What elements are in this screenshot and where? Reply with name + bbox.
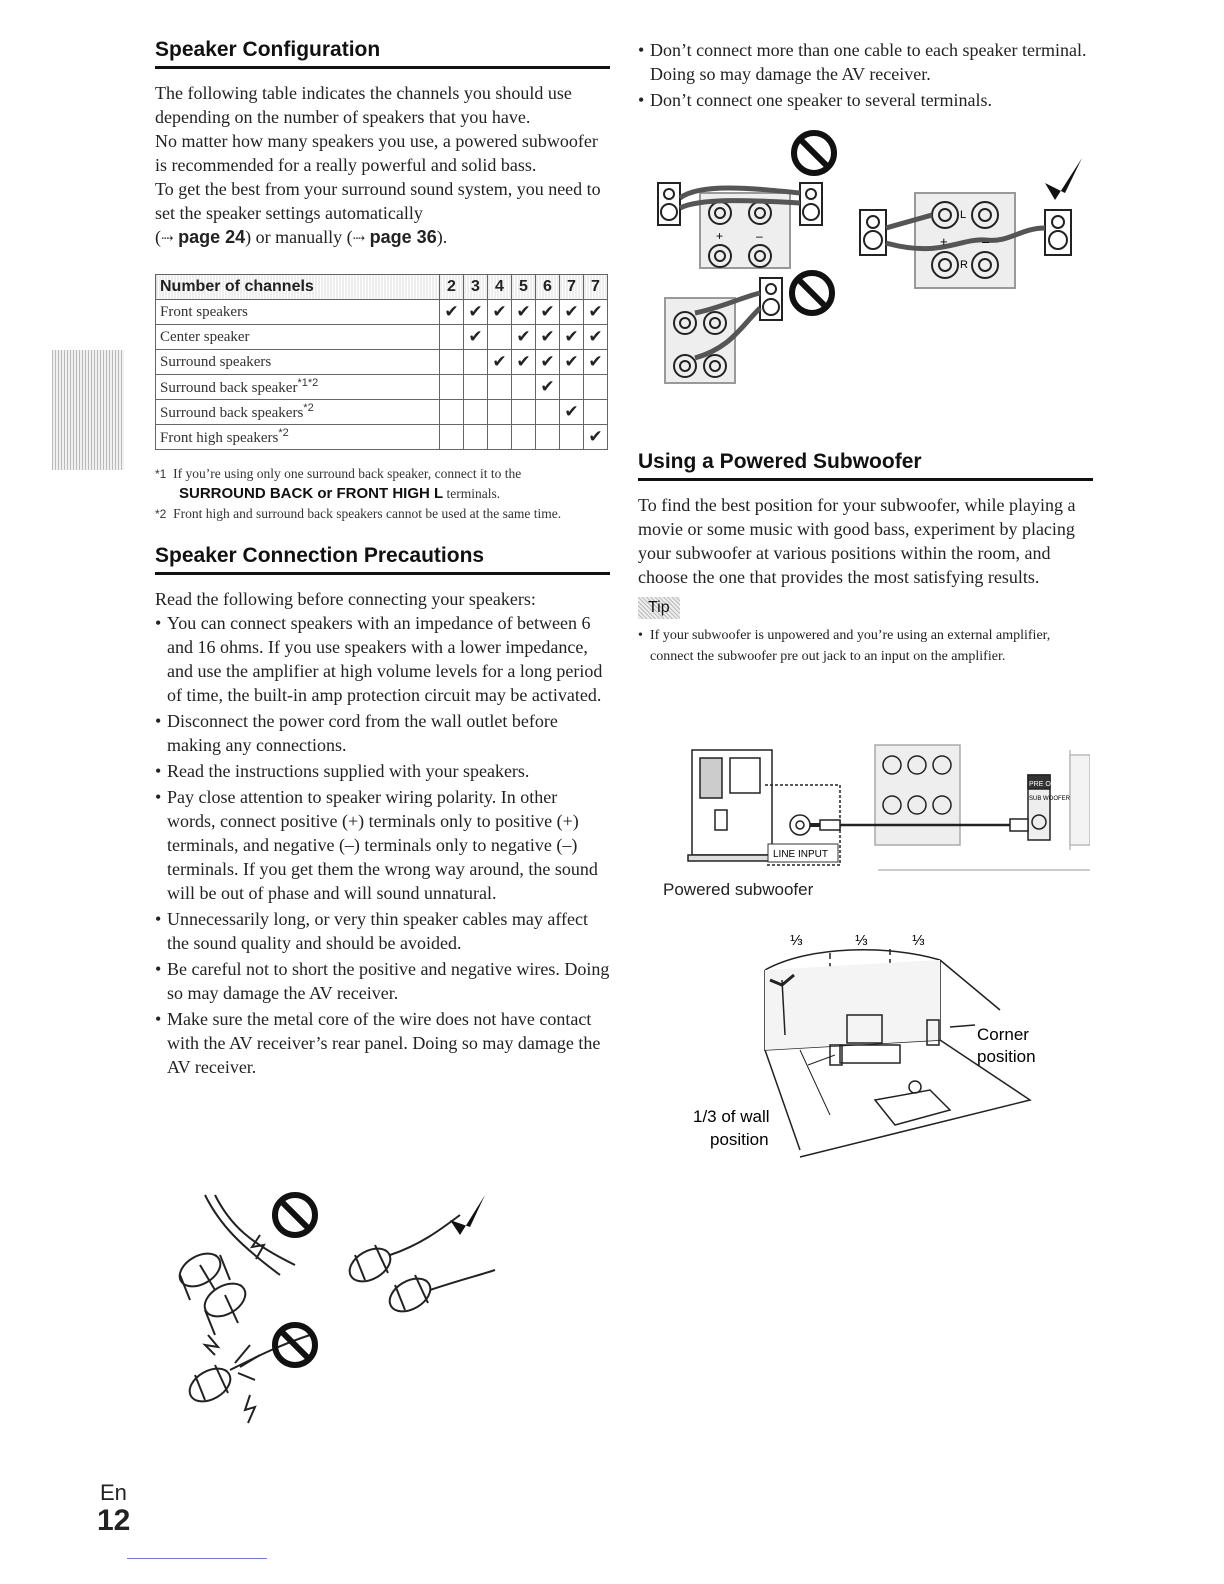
channel-count-header: 5 xyxy=(512,275,536,300)
check-mark-cell: ✔ xyxy=(488,350,512,375)
precaution-item: • Read the instructions supplied with your speakers. xyxy=(155,759,610,783)
third-label-3: ⅓ xyxy=(912,932,925,949)
terminal-warning-item: • Don’t connect one speaker to several terminals. xyxy=(638,88,1093,112)
powered-subwoofer-heading: Using a Powered Subwoofer xyxy=(638,450,1093,481)
subwoofer-paragraph: To find the best position for your subwoofer, while playing a movie or some music with good bass, experiment by placing your subwoofer at various positions within the room, and choose the one that provides the most satisfying results. xyxy=(638,495,1076,587)
channel-count-header: 6 xyxy=(536,275,560,300)
empty-cell xyxy=(488,375,512,400)
empty-cell xyxy=(488,325,512,350)
check-mark-cell: ✔ xyxy=(584,350,608,375)
table-row xyxy=(156,300,608,325)
third-label-2: ⅓ xyxy=(855,932,868,949)
subwoofer-section xyxy=(638,450,1093,667)
line-input-label: LINE INPUT xyxy=(773,849,829,860)
corner-label-line2: position xyxy=(977,1047,1036,1066)
empty-cell xyxy=(440,325,464,350)
table-header-label: Number of channels xyxy=(156,275,440,300)
terminal-R-label: R xyxy=(960,259,968,271)
terminal-plus-label: + xyxy=(940,234,948,249)
subwoofer-jack-label: SUB WOOFER xyxy=(1029,796,1071,802)
check-mark-cell: ✔ xyxy=(560,300,584,325)
check-mark-cell: ✔ xyxy=(584,425,608,450)
empty-cell xyxy=(512,400,536,425)
prohibited-icon xyxy=(275,1195,315,1235)
corner-label-line1: Corner xyxy=(977,1025,1029,1044)
check-mark-cell: ✔ xyxy=(464,300,488,325)
wall-label-line2: position xyxy=(710,1130,769,1149)
check-mark-cell: ✔ xyxy=(536,375,560,400)
config-paragraph-2: No matter how many speakers you use, a powered subwoofer is recommended for a really powerful and solid bass. xyxy=(155,131,598,175)
channel-count-header: 2 xyxy=(440,275,464,300)
language-label: En xyxy=(100,1480,127,1505)
footnote-1: *1 If you’re using only one surround back speaker, connect it to the SURROUND BACK or FRONT HIGH L terminals. xyxy=(155,466,522,502)
check-mark-cell: ✔ xyxy=(512,325,536,350)
speaker-type-cell: Surround back speakers$^{*2}$ xyxy=(156,400,440,425)
check-icon xyxy=(450,1195,485,1235)
speaker-type-cell: Center speaker xyxy=(156,325,440,350)
check-mark-cell: ✔ xyxy=(536,325,560,350)
precaution-item: • Make sure the metal core of the wire does not have contact with the AV receiver’s rear panel. Doing so may damage the AV receiver. xyxy=(155,1007,610,1079)
terminal-minus-label: – xyxy=(982,234,990,249)
check-mark-cell: ✔ xyxy=(560,325,584,350)
channels-table xyxy=(155,274,608,450)
table-row xyxy=(156,325,608,350)
precautions-intro: Read the following before connecting your speakers: xyxy=(155,589,536,609)
preout-label: PRE OUT xyxy=(1029,781,1061,788)
table-row xyxy=(156,375,608,400)
precaution-item: • Disconnect the power cord from the wall outlet before making any connections. xyxy=(155,709,610,757)
check-mark-cell: ✔ xyxy=(536,300,560,325)
empty-cell xyxy=(440,350,464,375)
footnote-2: *2 Front high and surround back speakers cannot be used at the same time. xyxy=(155,506,562,521)
precautions-heading: Speaker Connection Precautions xyxy=(155,544,610,575)
empty-cell xyxy=(440,425,464,450)
check-icon xyxy=(1045,158,1082,200)
right-column xyxy=(638,38,1093,114)
wire-connection-illustration xyxy=(160,1185,520,1425)
check-mark-cell: ✔ xyxy=(536,350,560,375)
empty-cell xyxy=(464,375,488,400)
config-paragraph-1: The following table indicates the channels you should use depending on the number of speakers that you have. xyxy=(155,83,572,127)
left-column xyxy=(155,38,610,1081)
check-mark-cell: ✔ xyxy=(512,350,536,375)
page-24-link[interactable]: page 24 xyxy=(178,227,246,247)
check-mark-cell: ✔ xyxy=(440,300,464,325)
page-number: 12 xyxy=(97,1504,131,1537)
check-mark-cell: ✔ xyxy=(512,300,536,325)
wall-label-line1: 1/3 of wall xyxy=(693,1107,770,1126)
side-tab-pattern xyxy=(52,350,124,470)
footer-divider xyxy=(127,1558,267,1559)
page-36-link[interactable]: page 36 xyxy=(369,227,437,247)
precautions-list xyxy=(155,611,610,1079)
empty-cell xyxy=(440,375,464,400)
check-mark-cell: ✔ xyxy=(560,400,584,425)
terminal-warning-item: • Don’t connect more than one cable to each speaker terminal. Doing so may damage the AV receiver. xyxy=(638,38,1093,86)
empty-cell xyxy=(584,375,608,400)
speaker-terminal-illustration xyxy=(640,128,1095,388)
powered-subwoofer-caption: Powered subwoofer xyxy=(663,880,814,899)
terminal-plus-label: + xyxy=(716,229,724,243)
config-paragraph-3: To get the best from your surround sound system, you need to set the speaker settings automatically (⇢ page 24) or manually (⇢ page 36). xyxy=(155,179,601,247)
speaker-configuration-heading: Speaker Configuration xyxy=(155,38,610,69)
precaution-item: • Pay close attention to speaker wiring polarity. In other words, connect positive (+) terminals only to positive (+) terminals, and negative (–) terminals only to negative (–) terminals. If you get them the wrong way around, the sound will be out of phase and will sound unnatural. xyxy=(155,785,610,905)
terminal-minus-label: – xyxy=(756,229,763,243)
terminal-L-label: L xyxy=(960,209,967,221)
channel-count-header: 4 xyxy=(488,275,512,300)
empty-cell xyxy=(512,425,536,450)
speaker-type-cell: Surround back speaker$^{*1*2}$ xyxy=(156,375,440,400)
check-mark-cell: ✔ xyxy=(584,325,608,350)
speaker-type-cell: Surround speakers xyxy=(156,350,440,375)
tip-text: • If your subwoofer is unpowered and you’re using an external amplifier, connect the subwoofer pre out jack to an input on the amplifier. xyxy=(638,628,1051,664)
prohibited-icon xyxy=(794,133,834,173)
room-placement-illustration xyxy=(690,925,1050,1160)
precaution-item: • You can connect speakers with an impedance of between 6 and 16 ohms. If you use speakers with a lower impedance, and use the amplifier at high volume levels for a long period of time, the built-in amp protection circuit may be activated. xyxy=(155,611,610,707)
check-mark-cell: ✔ xyxy=(464,325,488,350)
check-mark-cell: ✔ xyxy=(584,300,608,325)
third-label-1: ⅓ xyxy=(790,932,803,949)
speaker-type-cell: Front speakers xyxy=(156,300,440,325)
empty-cell xyxy=(464,425,488,450)
empty-cell xyxy=(560,375,584,400)
empty-cell xyxy=(536,425,560,450)
empty-cell xyxy=(584,400,608,425)
table-row xyxy=(156,400,608,425)
empty-cell xyxy=(488,400,512,425)
prohibited-icon xyxy=(792,273,832,313)
check-mark-cell: ✔ xyxy=(488,300,512,325)
table-row xyxy=(156,425,608,450)
empty-cell xyxy=(488,425,512,450)
empty-cell xyxy=(536,400,560,425)
precaution-item: • Unnecessarily long, or very thin speaker cables may affect the sound quality and should be avoided. xyxy=(155,907,610,955)
empty-cell xyxy=(464,400,488,425)
channel-count-header: 3 xyxy=(464,275,488,300)
empty-cell xyxy=(464,350,488,375)
table-header-row xyxy=(156,275,608,300)
terminal-warnings-list xyxy=(638,38,1093,112)
channel-count-header: 7 xyxy=(560,275,584,300)
precaution-item: • Be careful not to short the positive and negative wires. Doing so may damage the AV receiver. xyxy=(155,957,610,1005)
subwoofer-connection-illustration xyxy=(660,740,1090,905)
speaker-type-cell: Front high speakers$^{*2}$ xyxy=(156,425,440,450)
empty-cell xyxy=(512,375,536,400)
empty-cell xyxy=(560,425,584,450)
table-row xyxy=(156,350,608,375)
channel-count-header: 7 xyxy=(584,275,608,300)
check-mark-cell: ✔ xyxy=(560,350,584,375)
empty-cell xyxy=(440,400,464,425)
tip-label: Tip xyxy=(638,597,680,619)
